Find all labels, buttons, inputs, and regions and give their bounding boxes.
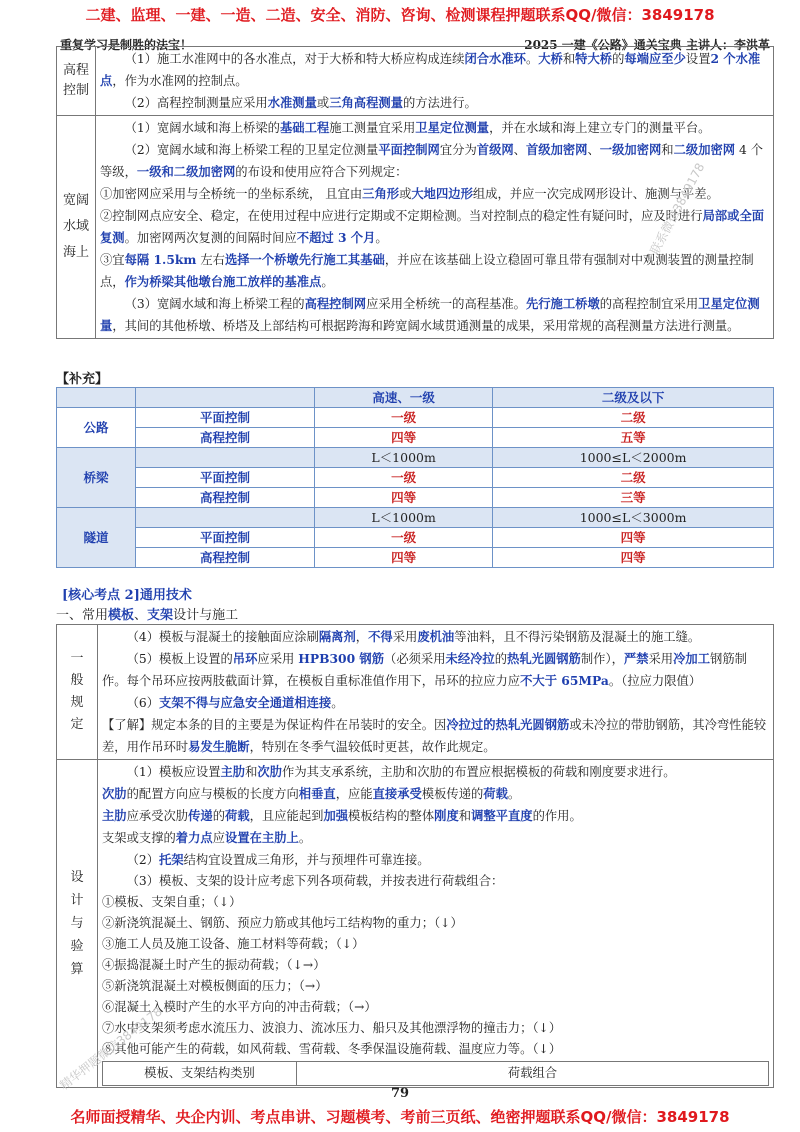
- load-combo-col1: 模板、支架结构类别: [103, 1062, 297, 1086]
- grade-band-cell: 1000≤L＜3000m: [493, 508, 774, 528]
- grade-header-lower: 二级及以下: [493, 388, 774, 408]
- grade-row: [57, 528, 774, 548]
- grade-row: [57, 488, 774, 508]
- elevation-control-content: [96, 47, 774, 116]
- section-title: 一、常用模板、支架设计与施工: [56, 608, 239, 623]
- control-grade-table: [56, 387, 774, 568]
- load-combination-header: [103, 1062, 769, 1086]
- wide-water-p3: （3）宽阔水域和海上桥梁工程的高程控制网应采用全桥统一的高程基准。先行施工桥墩的高程控制宜采用卫星定位测量，其间的其他桥墩、桥塔及上部结构可根据跨海和跨宽阔水域贯通测量的成果，采用常规的高程测量方法进行测量。: [100, 296, 760, 333]
- load-item: ⑤新浇筑混凝土对模板侧面的压力；（→）: [102, 979, 328, 993]
- wide-water-label: 宽阔水域海上: [57, 116, 96, 339]
- general-note: 【了解】规定本条的目的主要是为保证构件在吊装时的安全。因冷拉过的热轧光圆钢筋或未冷拉的带肋钢筋，其冷弯性能较差，用作吊环时易发生脆断，特别在冬季气温较低时更甚，故作此规定。: [102, 717, 767, 754]
- grade-row-label: 高程控制: [136, 428, 315, 448]
- grade-cell: 三等: [493, 488, 774, 508]
- grade-band-cell: L＜1000m: [315, 508, 493, 528]
- load-combination-table: [102, 1061, 769, 1086]
- wide-water-p1: （1）宽阔水域和海上桥梁的基础工程施工测量宜采用卫星定位测量，并在水域和海上建立专门的测量平台。: [124, 120, 711, 135]
- grade-cell: 二级: [493, 408, 774, 428]
- formwork-table: [56, 624, 774, 1088]
- general-rules-content: [98, 625, 774, 760]
- survey-control-table: [56, 46, 774, 339]
- load-item: ①模板、支架自重；（↓）: [102, 895, 242, 909]
- grade-cell: 四等: [493, 528, 774, 548]
- page-number: 79: [390, 1086, 410, 1101]
- elevation-control-label: 高程控制: [57, 47, 96, 116]
- design-content: [98, 760, 774, 1088]
- grade-band-blank: [136, 508, 315, 528]
- wide-water-item3: ③宜每隔 1.5km 左右选择一个桥墩先行施工其基础，并应在该基础上设立稳固可靠且带有强制对中观测装置的测量控制点，作为桥梁其他墩台施工放样的基准点。: [100, 252, 754, 289]
- top-ad-banner: 二建、监理、一建、一造、二造、安全、消防、咨询、检测课程押题联系QQ/微信：3849178: [85, 6, 715, 24]
- grade-cell: 四等: [315, 428, 493, 448]
- grade-cat-bridge: 桥梁: [57, 448, 136, 508]
- header-course-title: 2025 一建《公路》通关宝典 主讲人：李洪革: [524, 38, 770, 52]
- design-l2: 次肋的配置方向应与模板的长度方向相垂直，应能直接承受模板传递的荷载。: [102, 786, 521, 801]
- grade-header-blank2: [136, 388, 315, 408]
- elevation-control-row: [57, 47, 774, 116]
- design-l3: 主肋应承受次肋传递的荷载，且应能起到加强模板结构的整体刚度和调整平直度的作用。: [102, 808, 582, 823]
- header-motto: 重复学习是制胜的法宝！: [60, 38, 193, 52]
- load-item: ⑦水中支架须考虑水流压力、波浪力、流冰压力、船只及其他漂浮物的撞击力；（↓）: [102, 1021, 562, 1035]
- elevation-control-p2: （2）高程控制测量应采用水准测量或三角高程测量的方法进行。: [124, 95, 477, 110]
- grade-band-blank: [136, 448, 315, 468]
- grade-row: [57, 428, 774, 448]
- grade-cell: 四等: [315, 548, 493, 568]
- grade-row-label: 平面控制: [136, 408, 315, 428]
- grade-header-blank1: [57, 388, 136, 408]
- bottom-ad-banner: 名师面授精华、央企内训、考点串讲、习题模考、考前三页纸、绝密押题联系QQ/微信：3849178: [70, 1108, 730, 1126]
- load-combo-col2: 荷载组合: [297, 1062, 769, 1086]
- watermark-right: 一联系微信3849178: [641, 160, 708, 268]
- design-p2: （2）托架结构宜设置成三角形，并与预埋件可靠连接。: [126, 852, 430, 867]
- grade-cell: 四等: [493, 548, 774, 568]
- general-p6: （6）支架不得与应急安全通道相连接。: [126, 695, 344, 710]
- general-rules-row: [57, 625, 774, 760]
- grade-row: [57, 548, 774, 568]
- load-item: ③施工人员及施工设备、施工材料等荷载；（↓）: [102, 937, 365, 951]
- elevation-control-p1: （1）施工水准网中的各水准点，对于大桥和特大桥应构成连续闭合水准环。大桥和特大桥的每端应至少设置2 个水准点，作为水准网的控制点。: [100, 51, 761, 88]
- grade-band-row: [57, 508, 774, 528]
- load-item: ②新浇筑混凝土、钢筋、预应力筋或其他圬工结构物的重力；（↓）: [102, 916, 463, 930]
- watermark-left: 精华押题微信3849178: [57, 1004, 165, 1093]
- grade-band-cell: L＜1000m: [315, 448, 493, 468]
- grade-row: [57, 408, 774, 428]
- grade-cat-tunnel: 隧道: [57, 508, 136, 568]
- core-point-title: [核心考点 2]通用技术: [62, 588, 192, 603]
- grade-table-header: [57, 388, 774, 408]
- grade-cell: 五等: [493, 428, 774, 448]
- design-l4: 支架或支撑的着力点应设置在主肋上。: [102, 830, 312, 845]
- grade-header-highway: 高速、一级: [315, 388, 493, 408]
- grade-row-label: 高程控制: [136, 488, 315, 508]
- general-p5: （5）模板上设置的吊环应采用 HPB300 钢筋（必须采用未经冷拉的热轧光圆钢筋制作），严禁采用冷加工钢筋制作。每个吊环应按两肢截面计算，在模板自重标准值作用下，吊环的拉应力应不大于 65MPa。（拉应力限值）: [102, 651, 747, 688]
- grade-cell: 二级: [493, 468, 774, 488]
- grade-cell: 四等: [315, 488, 493, 508]
- grade-row-label: 高程控制: [136, 548, 315, 568]
- design-p3: （3）模板、支架的设计应考虑下列各项荷载，并按表进行荷载组合：: [126, 874, 504, 888]
- load-item: ④振捣混凝土时产生的振动荷载；（↓→）: [102, 958, 326, 972]
- grade-cell: 一级: [315, 408, 493, 428]
- grade-band-row: [57, 448, 774, 468]
- wide-water-item1: ①加密网应采用与全桥统一的坐标系统， 且宜由三角形或大地四边形组成，并应一次完成网形设计、施测与平差。: [100, 186, 719, 201]
- design-p1: （1）模板应设置主肋和次肋作为其支承系统，主肋和次肋的布置应根据模板的荷载和刚度要求进行。: [126, 764, 676, 779]
- load-item: ⑧其他可能产生的荷载，如风荷载、雪荷载、冬季保温设施荷载、温度应力等。（↓）: [102, 1042, 562, 1056]
- general-p4: （4）模板与混凝土的接触面应涂刷隔离剂，不得采用废机油等油料，且不得污染钢筋及混凝土的施工缝。: [126, 629, 701, 644]
- grade-cat-road: 公路: [57, 408, 136, 448]
- grade-cell: 一级: [315, 528, 493, 548]
- grade-row-label: 平面控制: [136, 468, 315, 488]
- supplement-label: 【补充】: [56, 372, 109, 387]
- design-label: 设计与验算: [57, 760, 98, 1088]
- grade-cell: 一级: [315, 468, 493, 488]
- design-row: [57, 760, 774, 1088]
- grade-band-cell: 1000≤L＜2000m: [493, 448, 774, 468]
- general-rules-label: 一般规定: [57, 625, 98, 760]
- wide-water-p2: （2）宽阔水域和海上桥梁工程的卫星定位测量平面控制网宜分为首级网、首级加密网、一级加密网和二级加密网 4 个等级，一级和二级加密网的布设和使用应符合下列规定：: [100, 142, 764, 179]
- load-item: ⑥混凝土入模时产生的水平方向的冲击荷载；（→）: [102, 1000, 377, 1014]
- grade-row-label: 平面控制: [136, 528, 315, 548]
- wide-water-item2: ②控制网点应安全、稳定，在使用过程中应进行定期或不定期检测。当对控制点的稳定性有疑问时，应及时进行局部或全面复测。加密网两次复测的间隔时间应不超过 3 个月。: [100, 208, 765, 245]
- grade-row: [57, 468, 774, 488]
